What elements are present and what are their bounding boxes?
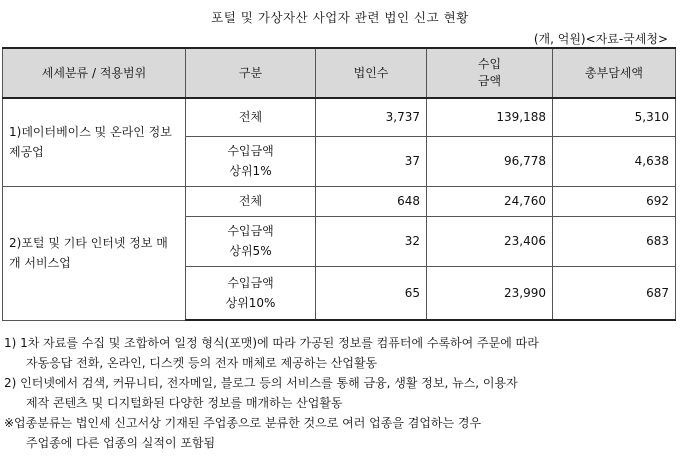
division-cell	[186, 266, 316, 320]
header-division: 구분	[186, 48, 316, 98]
division-cell: 전체	[186, 186, 316, 216]
tax-cell: 687	[553, 266, 676, 320]
division-line2: 상위10%	[225, 295, 276, 310]
tax-cell: 4,638	[553, 136, 676, 186]
table-row	[3, 186, 676, 216]
corporations-cell: 65	[316, 266, 427, 320]
footnote-3-line1: ※업종분류는 법인세 신고서상 기재된 주업종으로 분류한 것으로 여러 업종을 겸업하는 경우	[4, 416, 482, 430]
footnote-3-line2: 주업종에 다른 업종의 실적이 포함됨	[26, 436, 216, 450]
table-row	[3, 98, 676, 136]
footnote-2-line1: 2) 인터넷에서 검색, 커뮤니티, 전자메일, 블로그 등의 서비스를 통해 금융, 생활 정보, 뉴스, 이용자	[4, 376, 518, 390]
table-header-row	[3, 48, 676, 98]
division-line2: 상위1%	[229, 164, 272, 178]
division-line1: 수입금액	[227, 144, 274, 158]
footnote-1	[4, 333, 676, 373]
header-revenue-line2: 금액	[477, 74, 502, 88]
corporations-cell: 648	[316, 186, 427, 216]
division-cell: 전체	[186, 98, 316, 136]
page-title: 포털 및 가상자산 사업자 관련 법인 신고 현황	[211, 10, 469, 25]
header-tax: 총부담세액	[553, 48, 676, 98]
division-line1: 수입금액	[227, 275, 274, 290]
header-revenue	[427, 48, 553, 98]
division-cell	[186, 216, 316, 266]
footnotes	[4, 333, 676, 453]
category-cell: 2)포털 및 기타 인터넷 정보 매개 서비스업	[3, 186, 186, 320]
corporations-cell: 32	[316, 216, 427, 266]
revenue-cell: 96,778	[427, 136, 553, 186]
division-line1: 수입금액	[227, 224, 274, 238]
footnote-2-line2: 제작 콘텐츠 및 디지털화된 다양한 정보를 매개하는 산업활동	[26, 396, 343, 410]
category-cell: 1)데이터베이스 및 온라인 정보 제공업	[3, 98, 186, 186]
revenue-cell: 23,990	[427, 266, 553, 320]
tax-cell: 5,310	[553, 98, 676, 136]
header-corporations: 법인수	[316, 48, 427, 98]
corporations-cell: 3,737	[316, 98, 427, 136]
header-revenue-line1: 수입	[477, 57, 502, 71]
revenue-cell: 24,760	[427, 186, 553, 216]
footnote-1-line2: 자동응답 전화, 온라인, 디스켓 등의 전자 매체로 제공하는 산업활동	[26, 356, 378, 370]
footnote-2	[4, 373, 676, 413]
tax-cell: 683	[553, 216, 676, 266]
filing-status-table	[2, 47, 676, 321]
revenue-cell: 139,188	[427, 98, 553, 136]
division-line2: 상위5%	[229, 244, 272, 258]
footnote-1-line1: 1) 1차 자료를 수집 및 조합하여 일정 형식(포맷)에 따라 가공된 정보를 컴퓨터에 수록하여 주문에 따라	[4, 336, 539, 350]
corporations-cell: 37	[316, 136, 427, 186]
unit-source-label: (개, 억원)<자료-국세청>	[533, 32, 668, 46]
tax-cell: 692	[553, 186, 676, 216]
header-category: 세세분류 / 적용범위	[3, 48, 186, 98]
division-cell	[186, 136, 316, 186]
footnote-3	[4, 413, 676, 453]
revenue-cell: 23,406	[427, 216, 553, 266]
